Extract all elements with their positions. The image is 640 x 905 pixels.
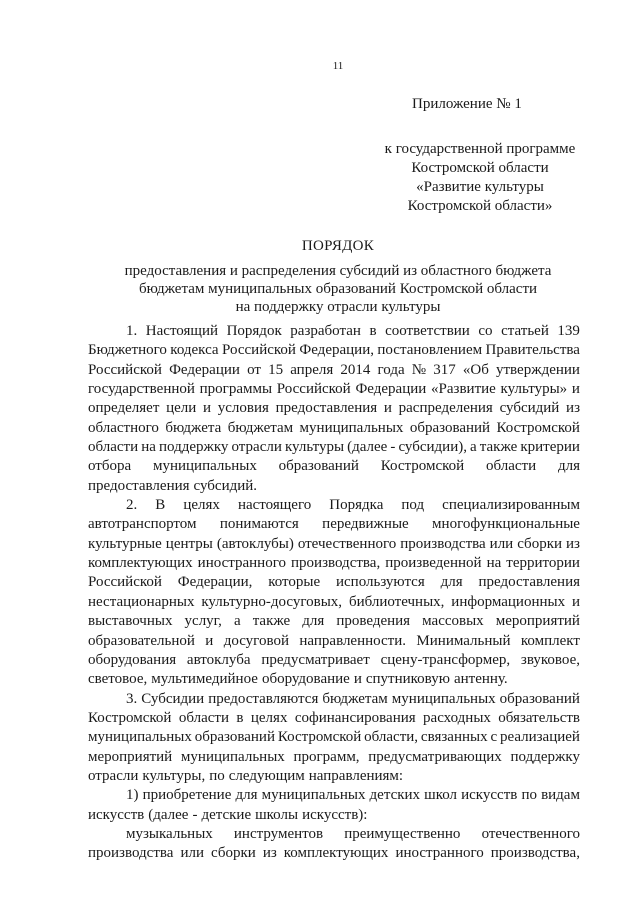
body-word: производства [88,845,174,862]
body-word: поддержку [510,748,580,765]
body-word: библиотечных, [348,593,445,610]
body-line [88,632,580,651]
body-word: также [252,613,291,630]
body-word: - [192,806,198,823]
body-word: музыкальных [126,825,213,842]
body-line [88,515,580,534]
body-word: Порядок [226,323,282,339]
body-word: преимущественно [344,825,461,842]
body-word: и [203,400,212,417]
body-line [88,748,580,767]
body-word: Порядка [329,497,384,514]
body-word: Бюджетного [88,342,167,359]
document-subtitle [0,262,640,316]
body-word: условия [217,400,269,417]
body-line [88,825,580,844]
body-word: оборудование [261,671,350,688]
body-word: - [390,439,396,456]
body-word: детские [201,806,252,823]
body-line [88,477,580,496]
body-word: кодекса [170,342,219,359]
body-line [88,438,580,457]
body-word: критерии [520,439,580,456]
body-word: области [485,458,537,475]
body-word: субсидий. [193,477,258,494]
body-word: отрасли [88,767,139,784]
body-word: Российской [88,361,162,378]
body-word: культурно-досуговых, [201,593,343,610]
body-word: отрасли [231,439,282,456]
body-word: и [353,671,362,688]
body-word: используются [335,574,425,591]
body-line [88,322,580,341]
body-word: для [302,613,325,630]
body-word: разработан [290,323,361,339]
body-word: области [178,709,229,726]
body-word: сцену-трансформер, [380,651,511,668]
body-line [88,419,580,438]
body-word: спутниковую [365,671,450,688]
body-word: (автоклубы) [216,535,294,552]
body-word: Правительства [485,342,580,359]
body-word: и [383,400,392,417]
page-number: 11 [332,60,344,72]
body-word: культуры, [142,767,206,784]
body-word: производства, [490,845,580,862]
body-line [88,651,580,670]
body-text [88,322,580,864]
body-word: бюджетам [227,419,294,436]
body-word: и [205,632,214,649]
body-word: Костромской [88,709,172,726]
body-word: иностранного [197,555,286,572]
body-word: услуг, [184,613,222,630]
body-line [88,806,580,825]
body-word: 15 [268,361,284,378]
body-word: области, [364,729,419,746]
body-word: софинансирования [294,709,416,726]
body-word: с [490,729,498,746]
body-word: государственной [88,381,195,398]
body-word: расходных [423,709,491,726]
body-line [88,535,580,554]
body-word: а [470,439,477,456]
body-word: производства [400,535,486,552]
appendix-line: Костромской области [411,160,549,176]
body-word: муниципальных [152,458,257,475]
body-word: целях [183,497,220,514]
body-word: культуры» [500,381,568,398]
appendix-line: «Развитие культуры [416,179,544,195]
body-word: следующим [228,767,305,784]
body-word: 1. [126,323,138,339]
appendix-line: Костромской области» [407,198,553,214]
body-word: которые [268,574,321,591]
body-word: со [478,323,493,339]
body-word: программ, [293,748,360,765]
body-word: Федерации, [299,342,374,359]
body-word: образований [278,458,359,475]
body-word: образовательной [88,632,195,649]
subtitle-line: бюджетам муниципальных образований Костромской области [138,281,538,297]
body-line [88,496,580,515]
body-word: Федерации, [177,574,253,591]
body-word: центры [165,535,213,552]
body-line [88,380,580,399]
body-line [88,573,580,592]
body-word: муниципальных [261,787,366,804]
body-word: инструментов [233,825,324,842]
body-word: или [489,535,514,552]
body-word: произведенной [385,555,482,572]
subtitle-line: предоставления и распределения субсидий из областного бюджета [124,263,552,279]
body-word: предусматривающих [368,748,502,765]
body-word: автоклуба [186,651,251,668]
body-word: 139 [557,323,580,339]
body-word: «Развитие [431,381,496,398]
body-word: программы [199,381,273,398]
body-word: выставочных [88,613,173,630]
body-word: 317 [433,361,456,378]
body-word: целях [250,709,288,726]
body-word: реализацией [499,729,580,746]
body-word: проведения [336,613,411,630]
body-word: для [235,787,258,804]
body-word: отбора [88,458,132,475]
body-word: световое, [88,671,148,688]
body-word: антенну. [453,671,508,688]
body-word: бюджета [165,419,222,436]
body-word: мультимедийное [151,671,258,688]
body-word: Российской [88,574,162,591]
body-word: муниципальных [88,729,192,746]
body-word: поддержку [158,439,229,456]
body-word: нестационарных [88,593,195,610]
body-line [88,612,580,631]
appendix-reference [340,140,620,216]
body-word: муниципальных [180,748,285,765]
body-word: 1) [126,787,139,804]
body-word: и [571,593,580,610]
body-word: звуковое, [520,651,580,668]
body-word: сборки [211,845,256,862]
body-word: автотранспортом [88,516,197,533]
body-word: направленности. [299,632,407,649]
body-word: 2. [126,497,138,514]
body-line [88,361,580,380]
body-word: информационных [451,593,566,610]
body-word: искусств): [302,806,368,823]
body-word: областного [88,419,159,436]
body-word: от [247,361,261,378]
subtitle-line: на поддержку отрасли культуры [235,299,441,315]
body-word: предоставления [88,477,190,494]
body-word: для [440,574,463,591]
document-title: ПОРЯДОК [301,238,375,254]
body-word: сборки [517,535,563,552]
body-word: муниципальных [391,690,496,707]
body-word: бюджетам [322,690,388,707]
body-word: субсидий [499,400,560,417]
body-line [88,709,580,728]
body-line [88,399,580,418]
body-line [88,844,580,863]
body-word: комплектующих [283,845,389,862]
body-word: года [377,361,405,378]
body-word: также [479,439,518,456]
body-word: отечественного [481,825,580,842]
body-word: предоставления [275,400,378,417]
body-word: территории [506,555,580,572]
body-line [88,786,580,805]
body-word: № [411,361,427,378]
body-line [88,728,580,747]
body-word: приобретение [142,787,232,804]
body-word: для [557,458,580,475]
body-word: соответствии [385,323,470,339]
body-word: образований [409,419,491,436]
body-word: по [521,787,537,804]
body-word: многофункциональные [432,516,580,533]
body-word: муниципальных [299,419,404,436]
body-word: мероприятий [88,748,173,765]
body-word: Российской [276,381,351,398]
body-word: из [566,400,580,417]
body-word: искусств [461,787,518,804]
body-word: Минимальный [416,632,511,649]
body-word: отечественного [297,535,397,552]
body-word: Российской [222,342,296,359]
body-word: иностранного [395,845,484,862]
body-word: понимаются [219,516,299,533]
body-word: на [486,555,502,572]
body-word: мероприятий [495,613,580,630]
body-word: передвижные [322,516,409,533]
body-word: специализированным [442,497,580,514]
body-word: статьей [501,323,549,339]
body-word: «Об [462,361,489,378]
body-word: из [262,845,277,862]
body-word: области [88,439,139,456]
body-word: комплектующих [88,555,193,572]
body-word: школ [424,787,458,804]
body-word: Костромской [380,458,465,475]
body-word: утверждении [496,361,580,378]
body-word: 2014 [340,361,371,378]
body-word: обязательств [498,709,580,726]
body-word: предоставления [478,574,580,591]
body-word: из [566,535,580,552]
body-word: искусств [88,806,145,823]
body-word: предоставляются [208,690,319,707]
body-word: субсидии), [398,439,467,456]
appendix-title: Приложение № 1 [412,96,522,112]
body-line [88,767,580,786]
body-word: (далее [347,439,388,456]
body-word: детских [369,787,421,804]
body-word: оборудования [88,651,177,668]
body-word: Федерации [355,381,427,398]
body-word: комплект [520,632,580,649]
body-word: Федерации [169,361,240,378]
appendix-line: к государственной программе [384,141,576,157]
body-line [88,593,580,612]
body-word: досуговой [223,632,289,649]
body-word: по [209,767,225,784]
body-word: Костромской [496,419,580,436]
body-word: в [236,709,244,726]
body-word: настоящего [237,497,312,514]
body-word: производства, [291,555,381,572]
body-word: связанных [420,729,488,746]
body-word: или [180,845,204,862]
body-word: предусматривает [261,651,370,668]
body-word: (далее [148,806,189,823]
body-line [88,670,580,689]
body-line [88,457,580,476]
body-word: Костромской [277,729,362,746]
body-word: а [233,613,241,630]
body-word: в [369,323,377,339]
body-word: школы [255,806,299,823]
body-word: образований [499,690,580,707]
body-word: под [401,497,425,514]
body-word: распределения [398,400,493,417]
body-word: культурные [88,535,162,552]
body-word: 3. [126,690,138,707]
body-word: массовых [422,613,484,630]
body-word: Субсидии [141,690,205,707]
body-word: апреля [290,361,334,378]
body-word: постановлением [377,342,483,359]
body-word: видам [541,787,580,804]
body-word: определяет [88,400,160,417]
body-line [88,341,580,360]
body-word: образований [194,729,275,746]
body-word: и [571,381,580,398]
body-word: направлениям: [308,767,404,784]
body-line [88,554,580,573]
body-word: культуры [284,439,345,456]
body-word: на [141,439,156,456]
body-word: В [155,497,166,514]
body-word: цели [166,400,197,417]
body-line [88,690,580,709]
body-word: Настоящий [145,323,219,339]
